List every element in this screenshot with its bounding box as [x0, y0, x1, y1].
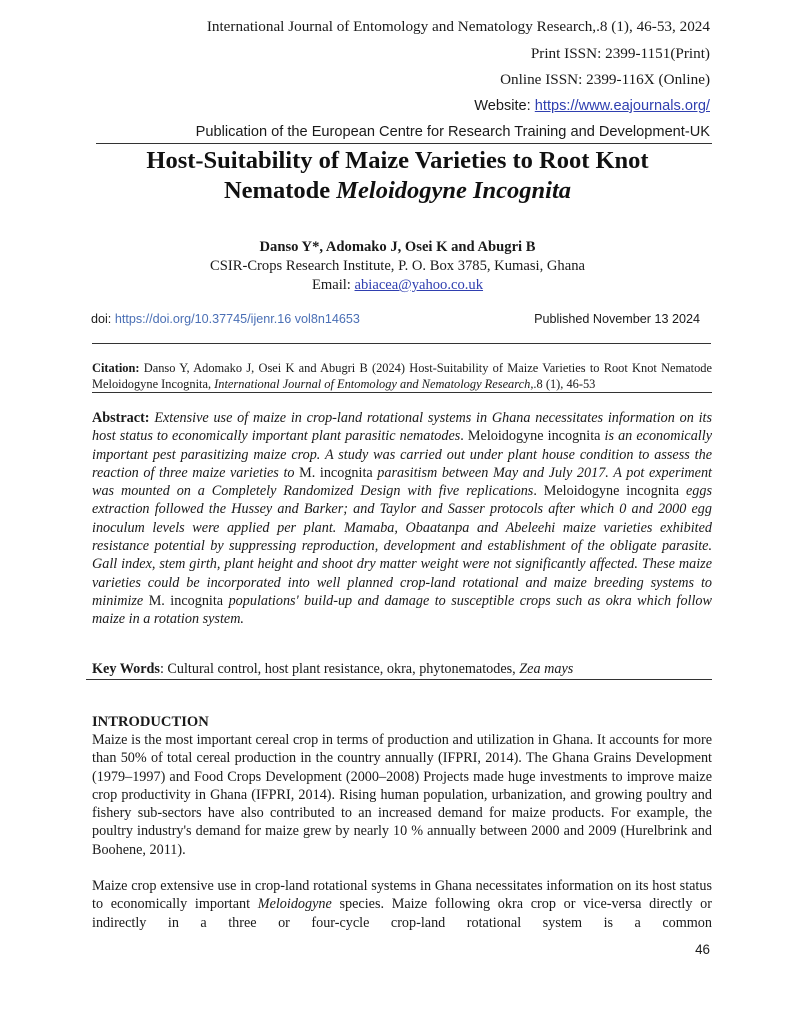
keywords-divider [86, 679, 712, 680]
email-link[interactable]: abiacea@yahoo.co.uk [354, 277, 484, 293]
keyword-species: Zea mays [519, 661, 574, 677]
print-issn: Print ISSN: 2399-1151(Print) [530, 45, 710, 62]
header-divider [96, 143, 712, 144]
genus-name: Meloidogyne [257, 896, 332, 913]
introduction-heading: INTRODUCTION [92, 714, 209, 730]
citation-divider [92, 392, 712, 393]
affiliation: CSIR-Crops Research Institute, P. O. Box 3785, Kumasi, Ghana [210, 258, 585, 274]
website-label: Website: [474, 98, 535, 114]
doi-link[interactable]: https://doi.org/10.37745/ijenr.16 vol8n14653 [114, 312, 360, 326]
website-link[interactable]: https://www.eajournals.org/ [534, 98, 710, 114]
doi-divider [92, 343, 711, 344]
citation-label: Citation: [92, 361, 140, 375]
keywords-line: Key Words: Cultural control, host plant resistance, okra, phytonematodes, Zea mays [92, 661, 574, 677]
page-number: 46 [695, 942, 710, 957]
introduction-paragraph-1: Maize is the most important cereal crop in terms of production and utilization in Ghana. It accounts for more than 50% of total cereal production in the country annually (IFPRI, 2014). The Ghana Grains Development (1979–1997) and Food Crops Development (2000–2008) Projects made huge investments to improve maize crop productivity in Ghana (IFPRI, 2014). Rising human population, urbanization, and growing poultry and fishery sub-sectors have also contributed to an increased demand for maize products. For example, the poultry industry's demand for maize grew by nearly 10 % annually between 2000 and 2009 (Hurelbrink and Boohene, 2011). [92, 732, 712, 858]
introduction-paragraph-2: Maize crop extensive use in crop-land rotational systems in Ghana necessitates information on its host status to economically important Meloidogyne species. Maize following okra crop or vice-versa directly or indirectly in a three or four-cycle crop-land rotational system is a common [92, 878, 712, 931]
keywords-label: Key Words [92, 661, 160, 677]
abstract-label: Abstract: [92, 410, 150, 426]
email-line [83, 277, 712, 294]
citation-block: Citation: Danso Y, Adomako J, Osei K and Abugri B (2024) Host-Suitability of Maize Varieties to Root Knot Nematode Meloidogyne Incognita, International Journal of Entomology and Nematology Research,.8 (1), 46-53 [92, 361, 712, 391]
publisher-line: Publication of the European Centre for Research Training and Development-UK [195, 124, 710, 140]
doi-label: doi: [91, 312, 115, 326]
doi-line [91, 312, 360, 326]
published-date: Published November 13 2024 [534, 312, 700, 326]
title-species: Meloidogyne Incognita [336, 177, 572, 204]
online-issn: Online ISSN: 2399-116X (Online) [500, 71, 710, 88]
abstract-block: Abstract: Extensive use of maize in crop-land rotational systems in Ghana necessitates information on its host status to economically important plant parasitic nematodes. Meloidogyne incognita is an economically important pest parasitizing maize crop. A study was carried out under plant house condition to assess the reaction of three maize varieties to M. incognita parasitism between May and July 2017. A pot experiment was mounted on a Completely Randomized Design with five replications. Meloidogyne incognita eggs extraction followed the Hussey and Barker; and Taylor and Sasser protocols after which 0 and 2000 egg inoculum levels were applied per plant. Mamaba, Obaatanpa and Abeleehi maize varieties exhibited resistance potential by suppressing reproduction, development and establishment of the obligate parasite. Gall index, stem girth, plant height and shoot dry matter weight were not significantly affected. These maize varieties could be incorporated into well planned crop-land rotational and maize breeding systems to minimize M. incognita populations' build-up and damage to susceptible crops such as okra which follow maize in a rotation system. [92, 410, 713, 628]
title-line-1: Host-Suitability of Maize Varieties to Root Knot [146, 147, 649, 174]
citation-journal: International Journal of Entomology and Nematology Research, [214, 376, 534, 391]
title-line-2: Nematode Meloidogyne Incognita [223, 177, 572, 204]
email-label: Email: [311, 277, 355, 293]
website-line [474, 98, 710, 114]
paper-title [83, 146, 712, 206]
author-list: Danso Y*, Adomako J, Osei K and Abugri B [259, 239, 536, 255]
journal-citation-header: International Journal of Entomology and Nematology Research,.8 (1), 46-53, 2024 [206, 18, 710, 35]
